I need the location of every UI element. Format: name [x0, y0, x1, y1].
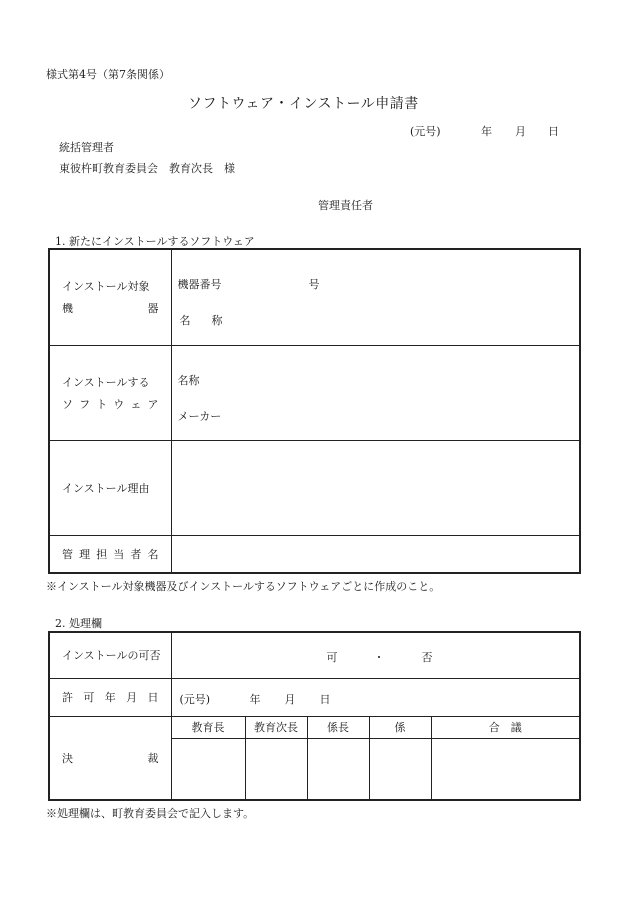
manager-label-char: 当 [113, 547, 125, 561]
decision-label-b: 裁 [147, 751, 159, 765]
permit-label-char: 年 [104, 691, 116, 704]
approval-label: インストールの可否 [62, 649, 161, 663]
decision-label [50, 750, 171, 766]
reason-row [49, 440, 580, 535]
permit-label-char: 許 [62, 691, 73, 704]
approval-yes[interactable]: 可 [326, 651, 338, 664]
permit-label-char: 月 [126, 691, 138, 704]
header-deputy: 教育次長 [245, 716, 307, 738]
reason-input[interactable] [171, 440, 580, 535]
approval-row [49, 632, 580, 678]
software-label-char: ソ [62, 397, 73, 411]
software-label-char: ア [147, 397, 159, 411]
manager-name-label [50, 546, 171, 562]
device-name-label-b: 称 [211, 314, 223, 327]
manager-label-char: 担 [96, 547, 108, 561]
target-device-label-2b: 器 [147, 302, 159, 316]
approver-header-row [49, 716, 580, 738]
date-month: 月 [515, 125, 526, 138]
permit-label-char: 可 [83, 691, 95, 704]
manager-label-char: 名 [147, 547, 159, 561]
form-title: ソフトウェア・インストール申請書 [188, 96, 419, 112]
stamp-chief[interactable] [307, 738, 369, 800]
manager-label-char: 者 [130, 547, 142, 561]
header-superintendent: 教育長 [171, 716, 245, 738]
stamp-consultation[interactable] [431, 738, 580, 800]
stamp-deputy[interactable] [245, 738, 307, 800]
permit-day: 日 [319, 692, 331, 706]
software-label-1: インストールする [62, 375, 150, 389]
reason-label: インストール理由 [62, 481, 150, 495]
manager-label-char: 理 [79, 547, 91, 561]
permit-label-char: 日 [147, 691, 159, 704]
manager-label-char: 管 [62, 547, 73, 561]
processing-table [48, 631, 581, 801]
section2-note: ※処理欄は、町教育委員会で記入します。 [46, 807, 255, 820]
target-device-row [49, 249, 580, 345]
permit-date-row [49, 678, 580, 716]
date-year: 年 [481, 125, 492, 138]
target-device-label-2a: 機 [62, 302, 73, 316]
approval-no[interactable]: 否 [421, 651, 433, 664]
software-input[interactable] [171, 345, 580, 440]
manager-name-input[interactable] [171, 535, 580, 573]
header-chief: 係長 [307, 716, 369, 738]
section1-heading: 1. 新たにインストールするソフトウェア [55, 235, 255, 248]
decision-label-a: 決 [62, 751, 73, 765]
manager-label: 管理責任者 [318, 199, 373, 212]
permit-date-label [50, 689, 171, 705]
approval-choice[interactable] [171, 632, 580, 678]
permit-month: 月 [284, 692, 296, 706]
software-name-label: 名称 [177, 373, 200, 387]
section1-note: ※インストール対象機器及びインストールするソフトウェアごとに作成のこと。 [46, 580, 441, 593]
software-table [48, 248, 581, 574]
software-label-char: ト [96, 397, 108, 411]
software-row [49, 345, 580, 440]
form-number: 様式第4号（第7条関係） [46, 68, 170, 81]
manager-row [49, 535, 580, 573]
date-era: (元号) [410, 125, 441, 138]
approval-separator: ・ [373, 651, 385, 664]
device-number-label: 機器番号 [177, 278, 222, 291]
software-label-2 [62, 396, 159, 412]
software-label-char: ェ [130, 397, 142, 411]
stamp-staff[interactable] [369, 738, 431, 800]
software-maker-label: メーカー [177, 409, 222, 423]
permit-era: (元号) [179, 692, 211, 706]
addressee-title: 統括管理者 [59, 141, 114, 154]
device-name-label-a: 名 [179, 314, 191, 327]
stamp-superintendent[interactable] [171, 738, 245, 800]
permit-year: 年 [249, 692, 261, 706]
header-staff: 係 [369, 716, 431, 738]
target-device-label-1: インストール対象 [62, 280, 150, 294]
software-label-char: ウ [113, 397, 125, 411]
software-label-char: フ [79, 397, 91, 411]
header-consultation: 合 議 [431, 716, 580, 738]
date-day: 日 [548, 125, 559, 138]
section2-heading: 2. 処理欄 [55, 617, 102, 630]
device-number-suffix: 号 [308, 278, 320, 291]
target-device-input[interactable] [171, 249, 580, 345]
permit-date-input[interactable] [171, 678, 580, 716]
addressee-name: 東彼杵町教育委員会 教育次長 様 [59, 162, 235, 175]
